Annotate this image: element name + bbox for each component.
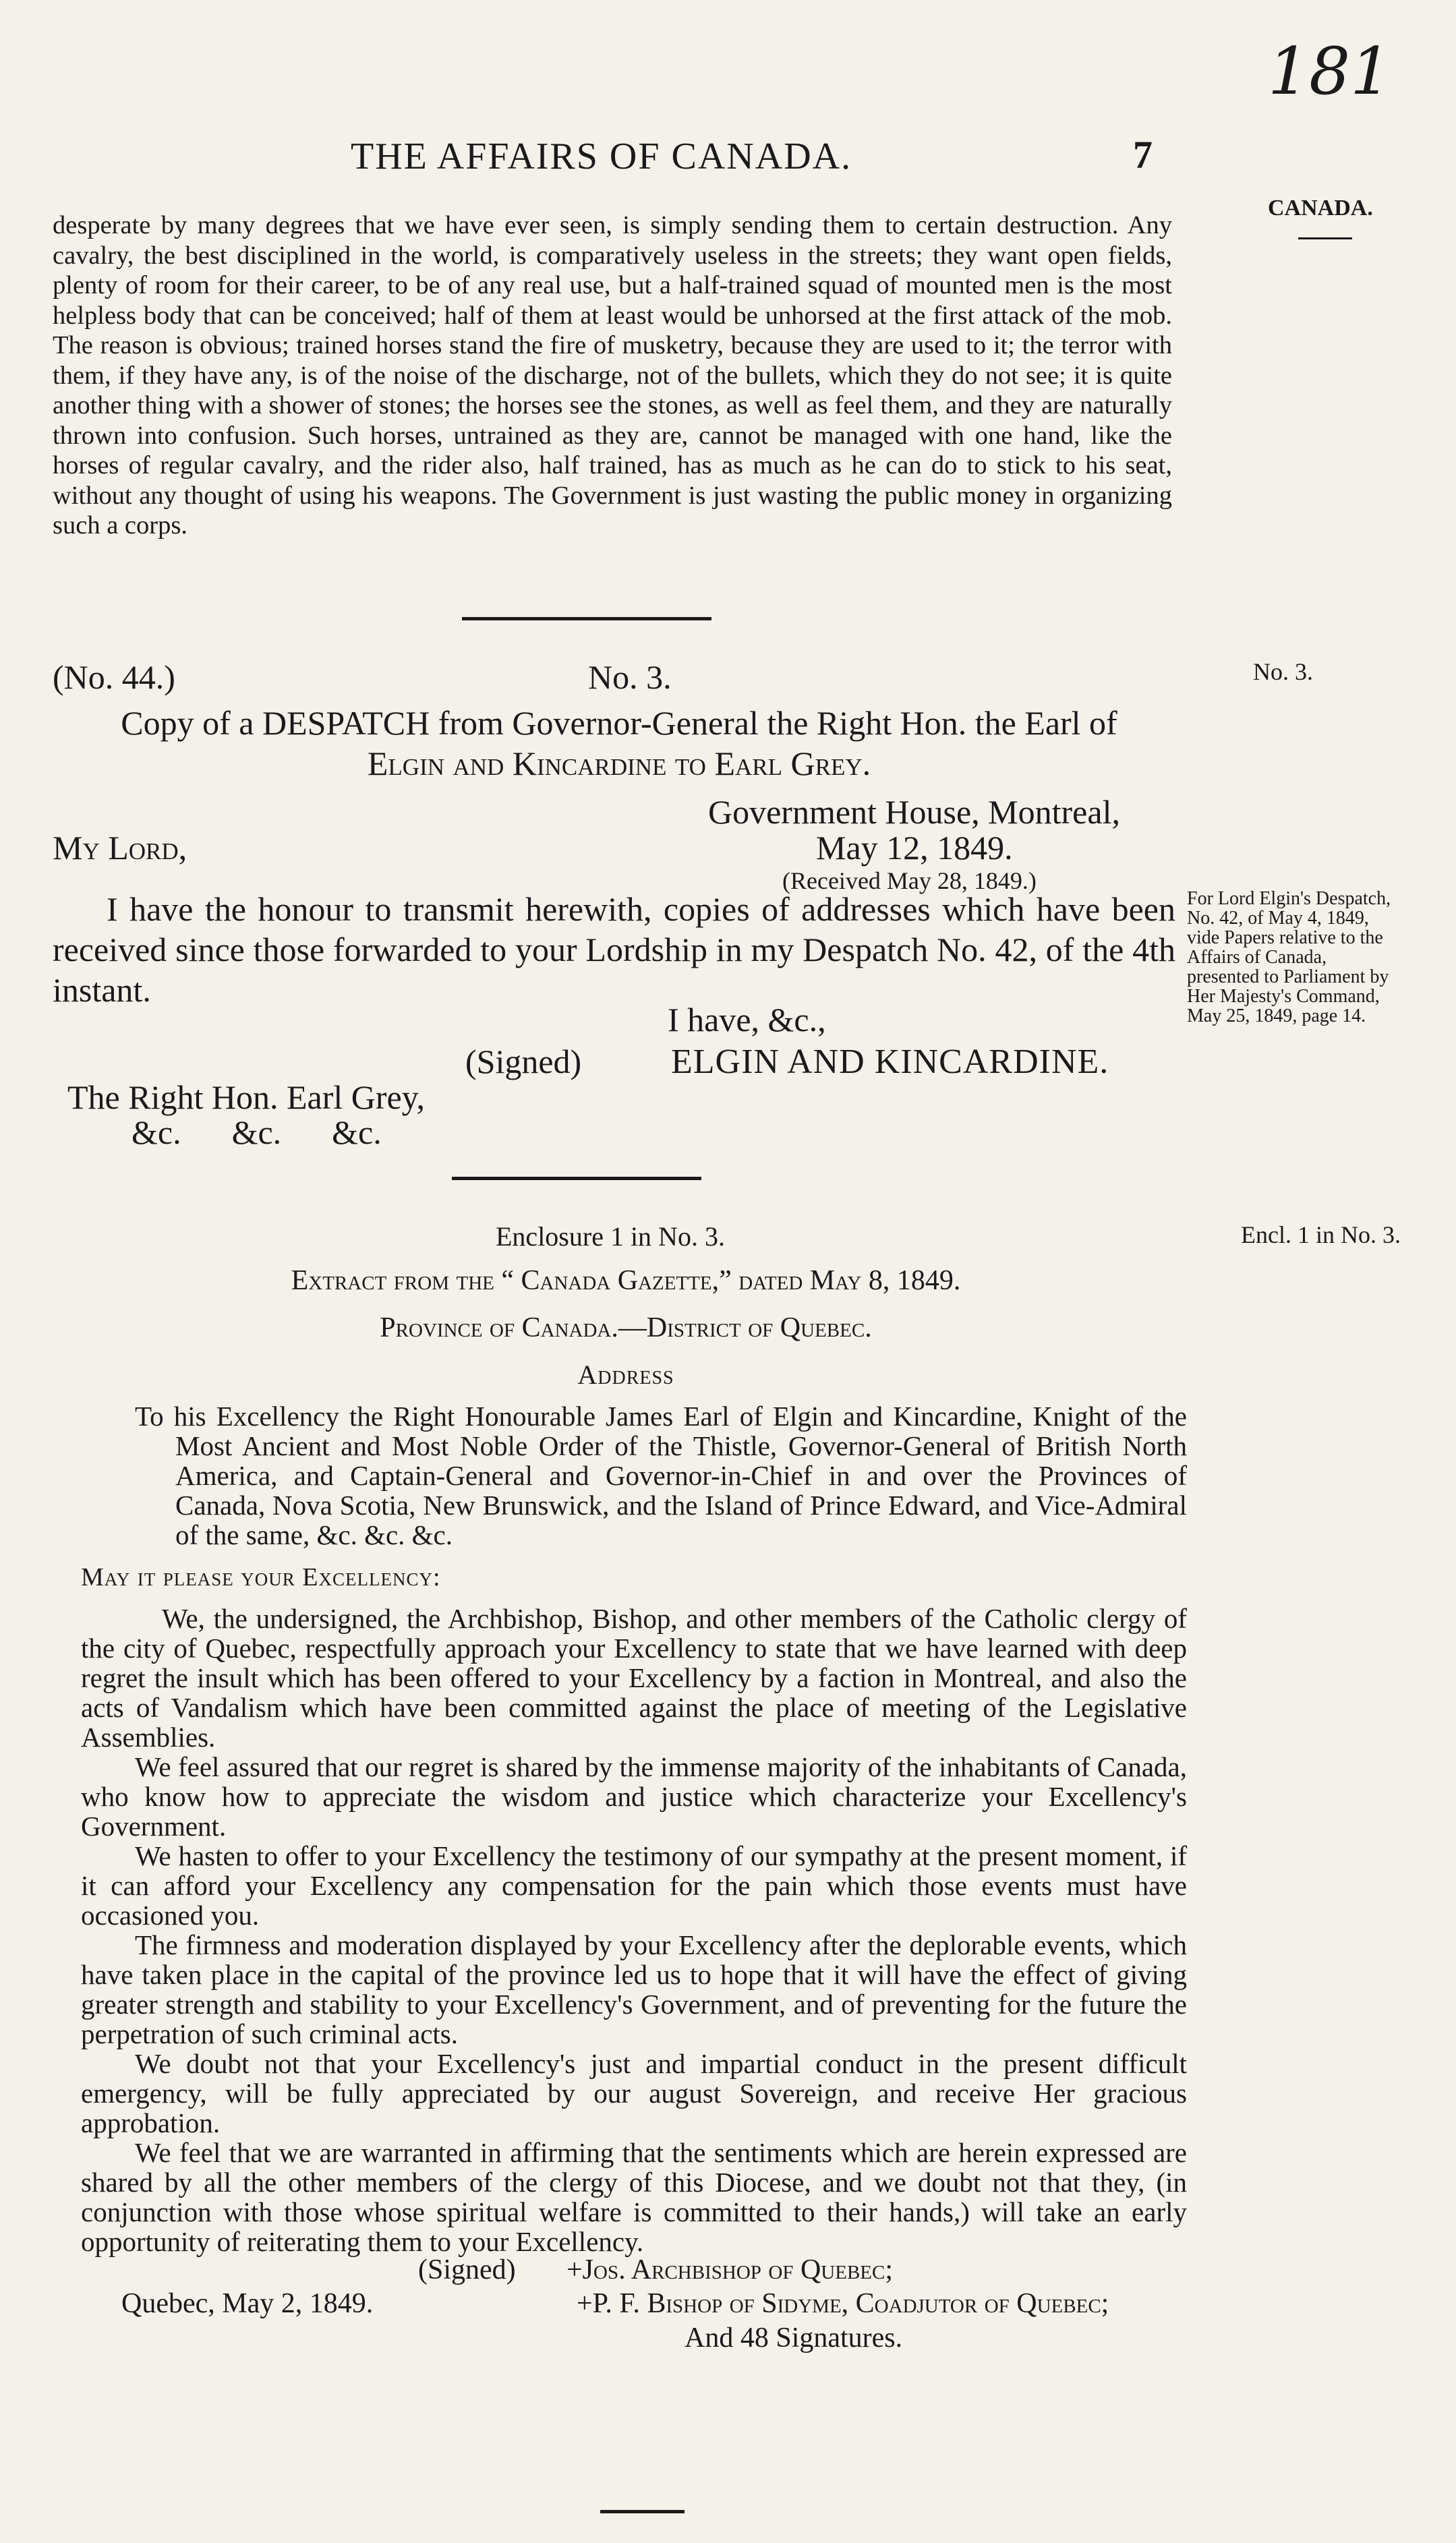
despatch-etc: &c. &c. &c. xyxy=(132,1113,382,1151)
letter-paragraph: We feel assured that our regret is shared by the immense majority of the inhabitants of Canada, who know how to appreciate the wisdom and justice which characterize your Excellency's Government. xyxy=(81,1751,1187,1842)
despatch-number: No. 3. xyxy=(588,658,672,696)
margin-despatch-number: No. 3. xyxy=(1253,658,1313,685)
despatch-closing: I have, &c., xyxy=(668,1001,826,1039)
page-number: 7 xyxy=(1133,133,1153,177)
signatory-count: And 48 Signatures. xyxy=(685,2322,903,2354)
despatch-signature: ELGIN AND KINCARDINE. xyxy=(671,1043,1109,1081)
letter-paragraph: We hasten to offer to your Excellency the testimony of our sympathy at the present moment, if it can afford your Excellency any compensation for the pain which those events must have occasioned you. xyxy=(81,1840,1187,1931)
closing-rule xyxy=(600,2510,685,2513)
despatch-date: May 12, 1849. xyxy=(816,829,1013,867)
may-it-please: May it please your Excellency: xyxy=(81,1563,441,1591)
margin-enclosure-heading: Encl. 1 in No. 3. xyxy=(1241,1221,1401,1248)
section-divider xyxy=(462,617,711,620)
signed-label: (Signed) xyxy=(465,1043,582,1080)
signatory-archbishop: +Jos. Archbishop of Quebec; xyxy=(566,2254,894,2285)
section-divider xyxy=(452,1177,701,1180)
letter-paragraph: We doubt not that your Excellency's just and impartial conduct in the present difficult emergency, will be fully appreciated by our august Sovereign, and receive Her gracious approbation. xyxy=(81,2048,1187,2138)
despatch-received: (Received May 28, 1849.) xyxy=(782,867,1037,894)
despatch-series-number: (No. 44.) xyxy=(53,658,175,696)
enclosure-signed-label: (Signed) xyxy=(418,2254,516,2285)
despatch-place: Government House, Montreal, xyxy=(708,793,1120,831)
letter-paragraph: We, the undersigned, the Archbishop, Bishop, and other members of the Catholic clergy of the city of Quebec, respectfully approach your Excellency to state that we have learned with deep regret the insult which has been offered to your Excellency by a faction in Montreal, and also the acts of Vandalism which have been committed against the place of meeting of the Legislative Assemblies. xyxy=(81,1603,1187,1753)
address-recipient: To his Excellency the Right Honourable James Earl of Elgin and Kincardine, Knight of the Most Ancient and Most Noble Order of the Thistle, Governor-General of British North America, and Captain-General and Governor-in-Chief in and over the Provinces of Canada, Nova Scotia, New Brunswick, and the Island of Prince Edward, and Vice-Admiral of the same, &c. &c. &c. xyxy=(135,1401,1187,1550)
enclosure-place-date: Quebec, May 2, 1849. xyxy=(121,2288,374,2319)
despatch-title-line2: Elgin and Kincardine to Earl Grey. xyxy=(367,744,871,782)
letter-paragraph: We feel that we are warranted in affirming that the sentiments which are herein expressed are shared by all the other members of the clergy of this Diocese, and we doubt not that they, (in conjunction with those whose spiritual welfare is committed to their hands,) will take an early opportunity of reiterating them to your Excellency. xyxy=(81,2137,1187,2257)
province-line: Province of Canada.—District of Quebec. xyxy=(380,1312,872,1343)
running-head: THE AFFAIRS OF CANADA. xyxy=(351,136,852,177)
extract-line: Extract from the “ Canada Gazette,” dated May 8, 1849. xyxy=(291,1265,961,1296)
despatch-title xyxy=(53,703,1186,784)
despatch-addressee: The Right Hon. Earl Grey, xyxy=(67,1078,425,1116)
margin-heading-rule xyxy=(1298,237,1352,239)
address-letter xyxy=(81,1604,1187,2256)
enclosure-heading: Enclosure 1 in No. 3. xyxy=(496,1221,725,1252)
despatch-body xyxy=(53,889,1175,1010)
margin-heading: CANADA. xyxy=(1268,196,1373,221)
letter-paragraph: The firmness and moderation displayed by your Excellency after the deplorable events, which have taken place in the capital of the province led us to hope that it will have the effect of giving greater strength and stability to your Excellency's Government, and of preventing for the future the perpetration of such criminal acts. xyxy=(81,1929,1187,2049)
despatch-title-line1: Copy of a DESPATCH from Governor-General the Right Hon. the Earl of xyxy=(121,704,1117,742)
address-heading: Address xyxy=(577,1360,674,1390)
signatory-bishop: +P. F. Bishop of Sidyme, Coadjutor of Quebec; xyxy=(577,2288,1109,2319)
opening-paragraph: desperate by many degrees that we have ever seen, is simply sending them to certain destruction. Any cavalry, the best disciplined in the world, is comparatively useless in the streets; they want open fields, plenty of room for their career, to be of any real use, but a half-trained squad of mounted men is the most helpless body that can be conceived; half of them at least would be unhorsed at the first attack of the mob. The reason is obvious; trained horses stand the fire of musketry, because they are used to it; the terror with them, if they have any, is of the noise of the discharge, not of the bullets, which they do not see; it is quite another thing with a shower of stones; the horses see the stones, as well as feel them, and they are naturally thrown into confusion. Such horses, untrained as they are, cannot be managed with one hand, like the horses of regular cavalry, and the rider also, half trained, has as much as he can do to stick to his seat, without any thought of using his weapons. The Government is just wasting the public money in organizing such a corps. xyxy=(53,211,1172,539)
folio-number: 181 xyxy=(1268,34,1392,109)
salutation: My Lord, xyxy=(53,829,187,867)
despatch-body-text: I have the honour to transmit herewith, copies of addresses which have been received since those forwarded to your Lordship in my Despatch No. 42, of the 4th instant. xyxy=(53,890,1175,1009)
margin-note: For Lord Elgin's Despatch, No. 42, of May 4, 1849, vide Papers relative to the Affairs of Canada, presented to Parliament by Her Majesty's Command, May 25, 1849, page 14. xyxy=(1187,888,1391,1026)
